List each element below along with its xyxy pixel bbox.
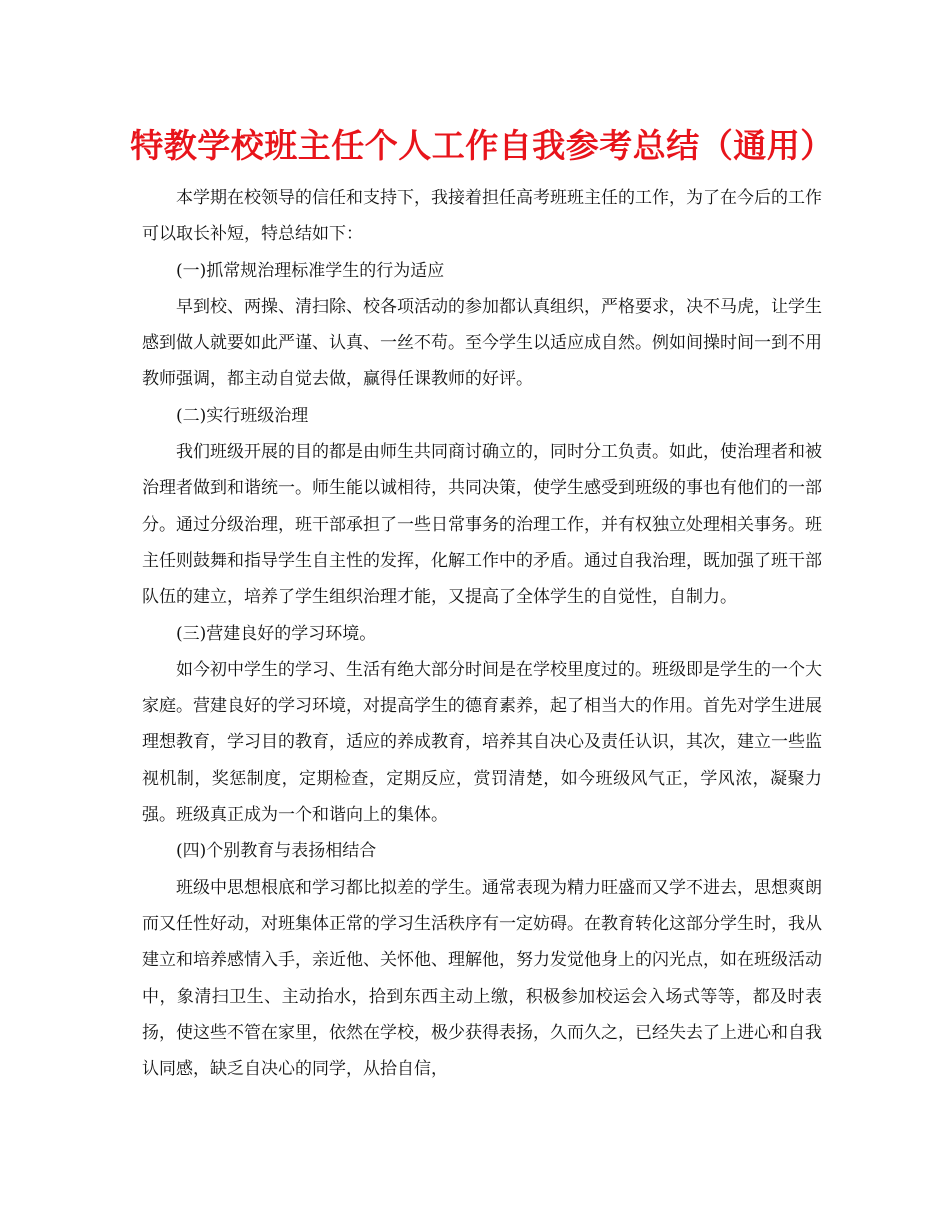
- section-paragraph-3: 如今初中学生的学习、生活有绝大部分时间是在学校里度过的。班级即是学生的一个大家庭。营建良好的学习环境，对提高学生的德育素养，起了相当大的作用。首先对学生进展理想教育，学习目的教育，适应的养成教育，培养其自决心及责任认识，其次，建立一些监视机制，奖惩制度，定期检查，定期反应，赏罚清楚，如今班级风气正，学风浓，凝聚力强。班级真正成为一个和谐向上的集体。: [142, 659, 822, 826]
- section-paragraph-2: 我们班级开展的目的都是由师生共同商讨确立的，同时分工负责。如此，使治理者和被治理者做到和谐统一。师生能以诚相待，共同决策，使学生感受到班级的事也有他们的一部分。通过分级治理，班干部承担了一些日常事务的治理工作，并有权独立处理相关事务。班主任则鼓舞和指导学生自主性的发挥，化解工作中的矛盾。通过自我治理，既加强了班干部队伍的建立，培养了学生组织治理才能，又提高了全体学生的自觉性，自制力。: [142, 442, 822, 608]
- section-paragraph-1: 早到校、两操、清扫除、校各项活动的参加都认真组织，严格要求，决不马虎，让学生感到做人就要如此严谨、认真、一丝不苟。至今学生以适应成自然。例如间操时间一到不用教师强调，都主动自觉去做，赢得任课教师的好评。: [142, 296, 822, 390]
- intro-paragraph: 本学期在校领导的信任和支持下，我接着担任高考班班主任的工作，为了在今后的工作可以取长补短，特总结如下：: [142, 188, 822, 245]
- document-title: 特教学校班主任个人工作自我参考总结（通用）: [130, 126, 834, 165]
- section-paragraph-4: 班级中思想根底和学习都比拟差的学生。通常表现为精力旺盛而又学不进去，思想爽朗而又任性好动，对班集体正常的学习生活秩序有一定妨碍。在教育转化这部分学生时，我从建立和培养感情入手，亲近他、关怀他、理解他，努力发觉他身上的闪光点，如在班级活动中，象清扫卫生、主动抬水，拾到东西主动上缴，积极参加校运会入场式等等，都及时表扬，使这些不管在家里，依然在学校，极少获得表扬，久而久之，已经失去了上进心和自我认同感，缺乏自决心的同学，从拾自信，: [142, 877, 822, 1080]
- section-heading-3: (三)营建良好的学习环境。: [176, 623, 377, 644]
- section-heading-4: (四)个别教育与表扬相结合: [176, 841, 377, 862]
- section-heading-2: (二)实行班级治理: [176, 405, 309, 426]
- section-heading-1: (一)抓常规治理标准学生的行为适应: [176, 260, 445, 281]
- document-page: [130, 118, 834, 1087]
